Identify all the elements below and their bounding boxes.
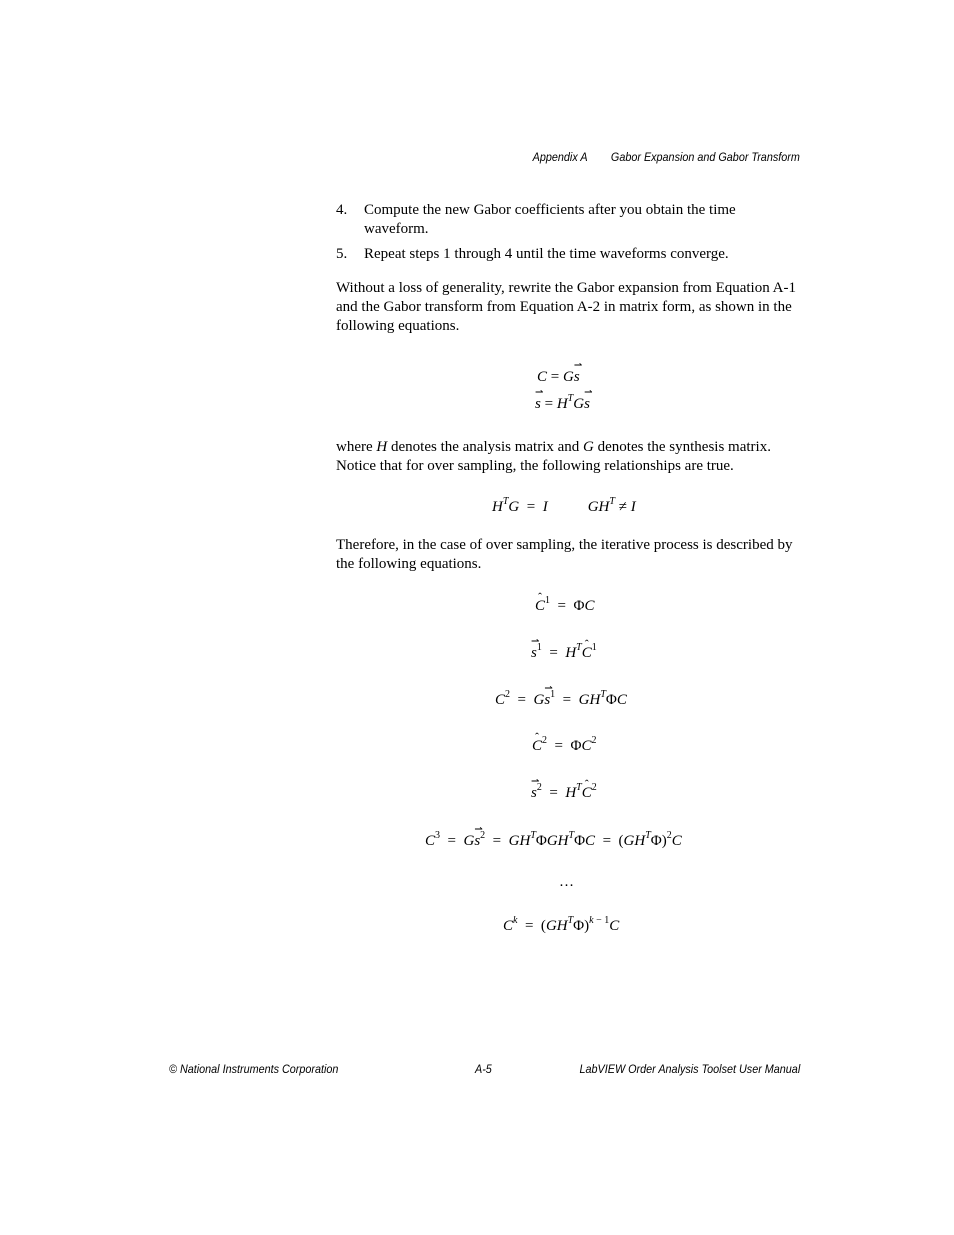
step-number: 5. xyxy=(336,246,348,262)
equation-c3: $C^3$ = G⇀ $s^2 = GH^T\Phi GH^T\Phi C = (GH^T\Phi)^2C$ xyxy=(425,833,682,850)
equation-c2-hat: ˆ $C^2 = \Phi C^2$ xyxy=(532,738,596,755)
equation-c2: $C^2$ = G⇀ $s^1 = GH^T\Phi C$ xyxy=(495,692,627,709)
footer-right: LabVIEW Order Analysis Toolset User Manual xyxy=(579,1062,800,1076)
step-text: Repeat steps 1 through 4 until the time waveforms converge. xyxy=(364,246,729,262)
footer-left: © National Instruments Corporation xyxy=(169,1062,339,1076)
step-list xyxy=(336,201,800,264)
running-header xyxy=(533,150,800,164)
equation-htg-identity: $H^TG = I$ $GH^T \ne I$ xyxy=(492,496,636,515)
equation-s1: ⇀ $s^1$ = $H^Tˆ$ $C^1$ xyxy=(531,645,597,662)
paragraph-matrices: where H denotes the analysis matrix and G denotes the synthesis matrix. Notice that for over sampling, the following relationships are true. xyxy=(336,439,771,474)
step-text: Compute the new Gabor coefficients after you obtain the time waveform. xyxy=(364,202,736,237)
list-item xyxy=(336,245,800,264)
paragraph-matrix-form: Without a loss of generality, rewrite the Gabor expansion from Equation A-1 and the Gabor transform from Equation A-2 in matrix form, as shown in the following equations. xyxy=(336,280,796,334)
paragraph-iterative: Therefore, in the case of over sampling, the iterative process is described by the following equations. xyxy=(336,537,793,572)
footer-page-number: A-5 xyxy=(475,1062,492,1076)
ellipsis: … xyxy=(559,874,574,890)
equation-c-equals-gs: C = G⇀ s xyxy=(537,369,580,386)
header-chapter: Gabor Expansion and Gabor Transform xyxy=(611,150,800,164)
equation-c1-hat: ˆ $C^1 = \Phi C$ xyxy=(535,598,594,615)
equation-s-equals-htgs: ⇀ $s = H^TG⇀$ s xyxy=(535,396,590,413)
step-number: 4. xyxy=(336,202,348,218)
equation-s2: ⇀ $s^2$ = $H^Tˆ$ $C^2$ xyxy=(531,785,597,802)
equation-ck: $C^k = (GH^T\Phi)^{k - 1}C$ xyxy=(503,915,620,934)
header-appendix: Appendix A xyxy=(532,150,588,164)
list-item xyxy=(336,201,800,239)
